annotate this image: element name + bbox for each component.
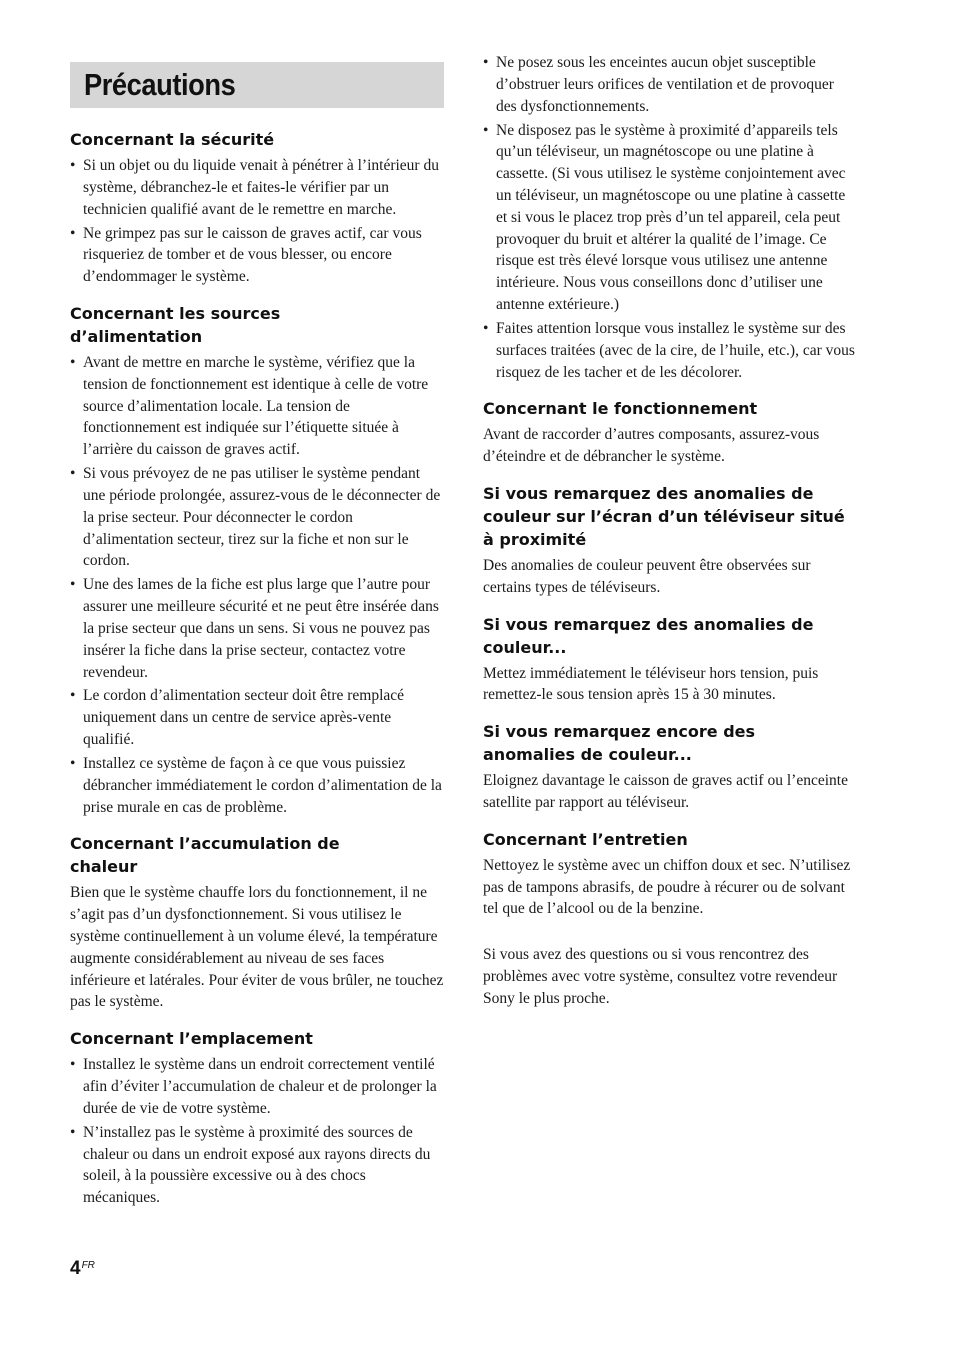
heading-entretien: Concernant l’entretien [483, 829, 688, 849]
bullet: • [70, 157, 76, 174]
heading-anomalies: Si vous remarquez des anomalies de couleur... [483, 614, 814, 657]
bullet: • [70, 353, 76, 371]
page-title: Précautions [84, 67, 236, 102]
heading-anomalies-encore: Si vous remarquez encore des anomalies de couleur... [483, 722, 756, 765]
heading-anomalies-tv: Si vous remarquez des anomalies de couleur sur l’écran d’un téléviseur situé à proximité [483, 483, 845, 549]
list-item: • Si un objet ou du liquide venait à pénétrer à l’intérieur du système, débranchez-le et faites-le vérifier par un technicien qualifié avant de le remettre en marche. [70, 157, 439, 218]
page-number: $4^{FR}$ [70, 1258, 95, 1279]
list-item: • Le cordon d’alimentation secteur doit être remplacé uniquement dans un centre de service après-vente qualifié. [70, 687, 405, 749]
bullet: • [70, 224, 76, 242]
text-chaleur: Bien que le système chauffe lors du fonctionnement, il ne s’agit pas d’un dysfonctionnement. Si vous utilisez le système continuellement à un volume élevé, la température augmente considérablement au niveau de ses faces inférieure et latérales. Pour éviter de vous brûler, ne touchez pas le système. [70, 884, 444, 1011]
bullet: • [483, 319, 489, 337]
list-securite [70, 155, 444, 288]
section-anomalies [483, 613, 855, 707]
section-fonctionnement [483, 397, 855, 468]
list-item: • Une des lames de la fiche est plus large que l’autre pour assurer une meilleure sécurité et ne peut être insérée dans la prise secteur que dans un sens. Si vous ne pouvez pas insérer la fiche dans la prise secteur, contactez votre revendeur. [70, 576, 439, 681]
heading-alimentation: Concernant les sources d’alimentation [70, 303, 281, 346]
text-anomalies: Mettez immédiatement le téléviseur hors tension, puis remettez-le sous tension après 15 à 30 minutes. [483, 664, 819, 704]
section-alimentation [70, 302, 444, 818]
bullet: • [70, 1056, 76, 1074]
list-item: • Si vous prévoyez de ne pas utiliser le système pendant une période prolongée, assurez-vous de le déconnecter de la prise secteur. Pour déconnecter le cordon d’alimentation secteur, tirez sur la fiche et non sur le cordon. [70, 465, 441, 570]
list-item: • N’installez pas le système à proximité des sources de chaleur ou dans un endroit exposé aux rayons directs du soleil, à la poussière excessive ou à des chocs mécaniques. [70, 1123, 431, 1207]
text-fonctionnement: Avant de raccorder d’autres composants, assurez-vous d’éteindre et de débrancher le système. [483, 426, 820, 466]
contact-text: Si vous avez des questions ou si vous rencontrez des problèmes avec votre système, consultez votre revendeur Sony le plus proche. [483, 946, 838, 1007]
section-emplacement-suite [483, 52, 855, 383]
text-anomalies-tv: Des anomalies de couleur peuvent être observées sur certains types de téléviseurs. [483, 556, 811, 596]
section-anomalies-tv [483, 482, 855, 599]
heading-chaleur: Concernant l’accumulation de chaleur [70, 834, 340, 877]
bullet: • [483, 54, 489, 71]
bullet: • [70, 1123, 76, 1141]
heading-emplacement: Concernant l’emplacement [70, 1029, 313, 1049]
list-item: • Installez ce système de façon à ce que vous puissiez débrancher immédiatement le cordon d’alimentation de la prise murale en cas de problème. [70, 755, 442, 816]
bullet: • [70, 465, 76, 483]
list-emplacement [70, 1054, 444, 1209]
bullet: • [483, 121, 489, 139]
section-emplacement [70, 1027, 444, 1209]
list-item: • Ne posez sous les enceintes aucun objet susceptible d’obstruer leurs orifices de ventilation et de provoquer des dysfonctionnements. [483, 54, 834, 115]
list-item: • Installez le système dans un endroit correctement ventilé afin d’éviter l’accumulation de chaleur et de prolonger la durée de vie de votre système. [70, 1056, 437, 1117]
heading-securite: Concernant la sécurité [70, 130, 275, 149]
bullet: • [70, 687, 76, 705]
right-column [483, 52, 855, 1009]
title-bar [70, 62, 444, 108]
section-entretien [483, 828, 855, 920]
section-securite [70, 128, 444, 288]
text-anomalies-encore: Eloignez davantage le caisson de graves actif ou l’enceinte satellite par rapport au téléviseur. [483, 772, 848, 811]
list-alimentation [70, 352, 444, 818]
list-item: • Ne disposez pas le système à proximité d’appareils tels qu’un téléviseur, un magnétoscope ou une platine à cassette. (Si vous utilisez le système conjointement avec un téléviseur, un magnétoscope ou une platine à cassette et si vous le placez trop près d’un tel appareil, cela peut provoquer du bruit et altérer la qualité de l’image. Ce risque est très élevé lorsque vous utilisez une antenne intérieure. Nous vous conseillons donc d’utiliser une antenne extérieure.) [483, 121, 846, 313]
left-column [70, 62, 444, 1223]
section-anomalies-encore [483, 720, 855, 814]
heading-fonctionnement: Concernant le fonctionnement [483, 399, 758, 419]
bullet: • [70, 576, 76, 594]
list-item: • Avant de mettre en marche le système, vérifiez que la tension de fonctionnement est identique à celle de votre source d’alimentation locale. La tension de fonctionnement est indiquée sur l’étiquette située à l’arrière du caisson de graves actif. [70, 353, 429, 459]
section-chaleur [70, 832, 444, 1013]
text-entretien: Nettoyez le système avec un chiffon doux et sec. N’utilisez pas de tampons abrasifs, de poudre à récurer ou de solvant tel que de l’alcool ou de la benzine. [483, 856, 851, 918]
list-item: • Faites attention lorsque vous installez le système sur des surfaces traitées (avec de la cire, de l’huile, etc.), car vous risquez de les tacher et de les décolorer. [483, 319, 855, 381]
language-code: FR [81, 1260, 95, 1271]
bullet: • [70, 755, 76, 773]
list-emplacement-suite [483, 52, 855, 383]
list-item: • Ne grimpez pas sur le caisson de graves actif, car vous risqueriez de tomber et de vous blesser, ou encore d’endommager le système. [70, 224, 422, 286]
